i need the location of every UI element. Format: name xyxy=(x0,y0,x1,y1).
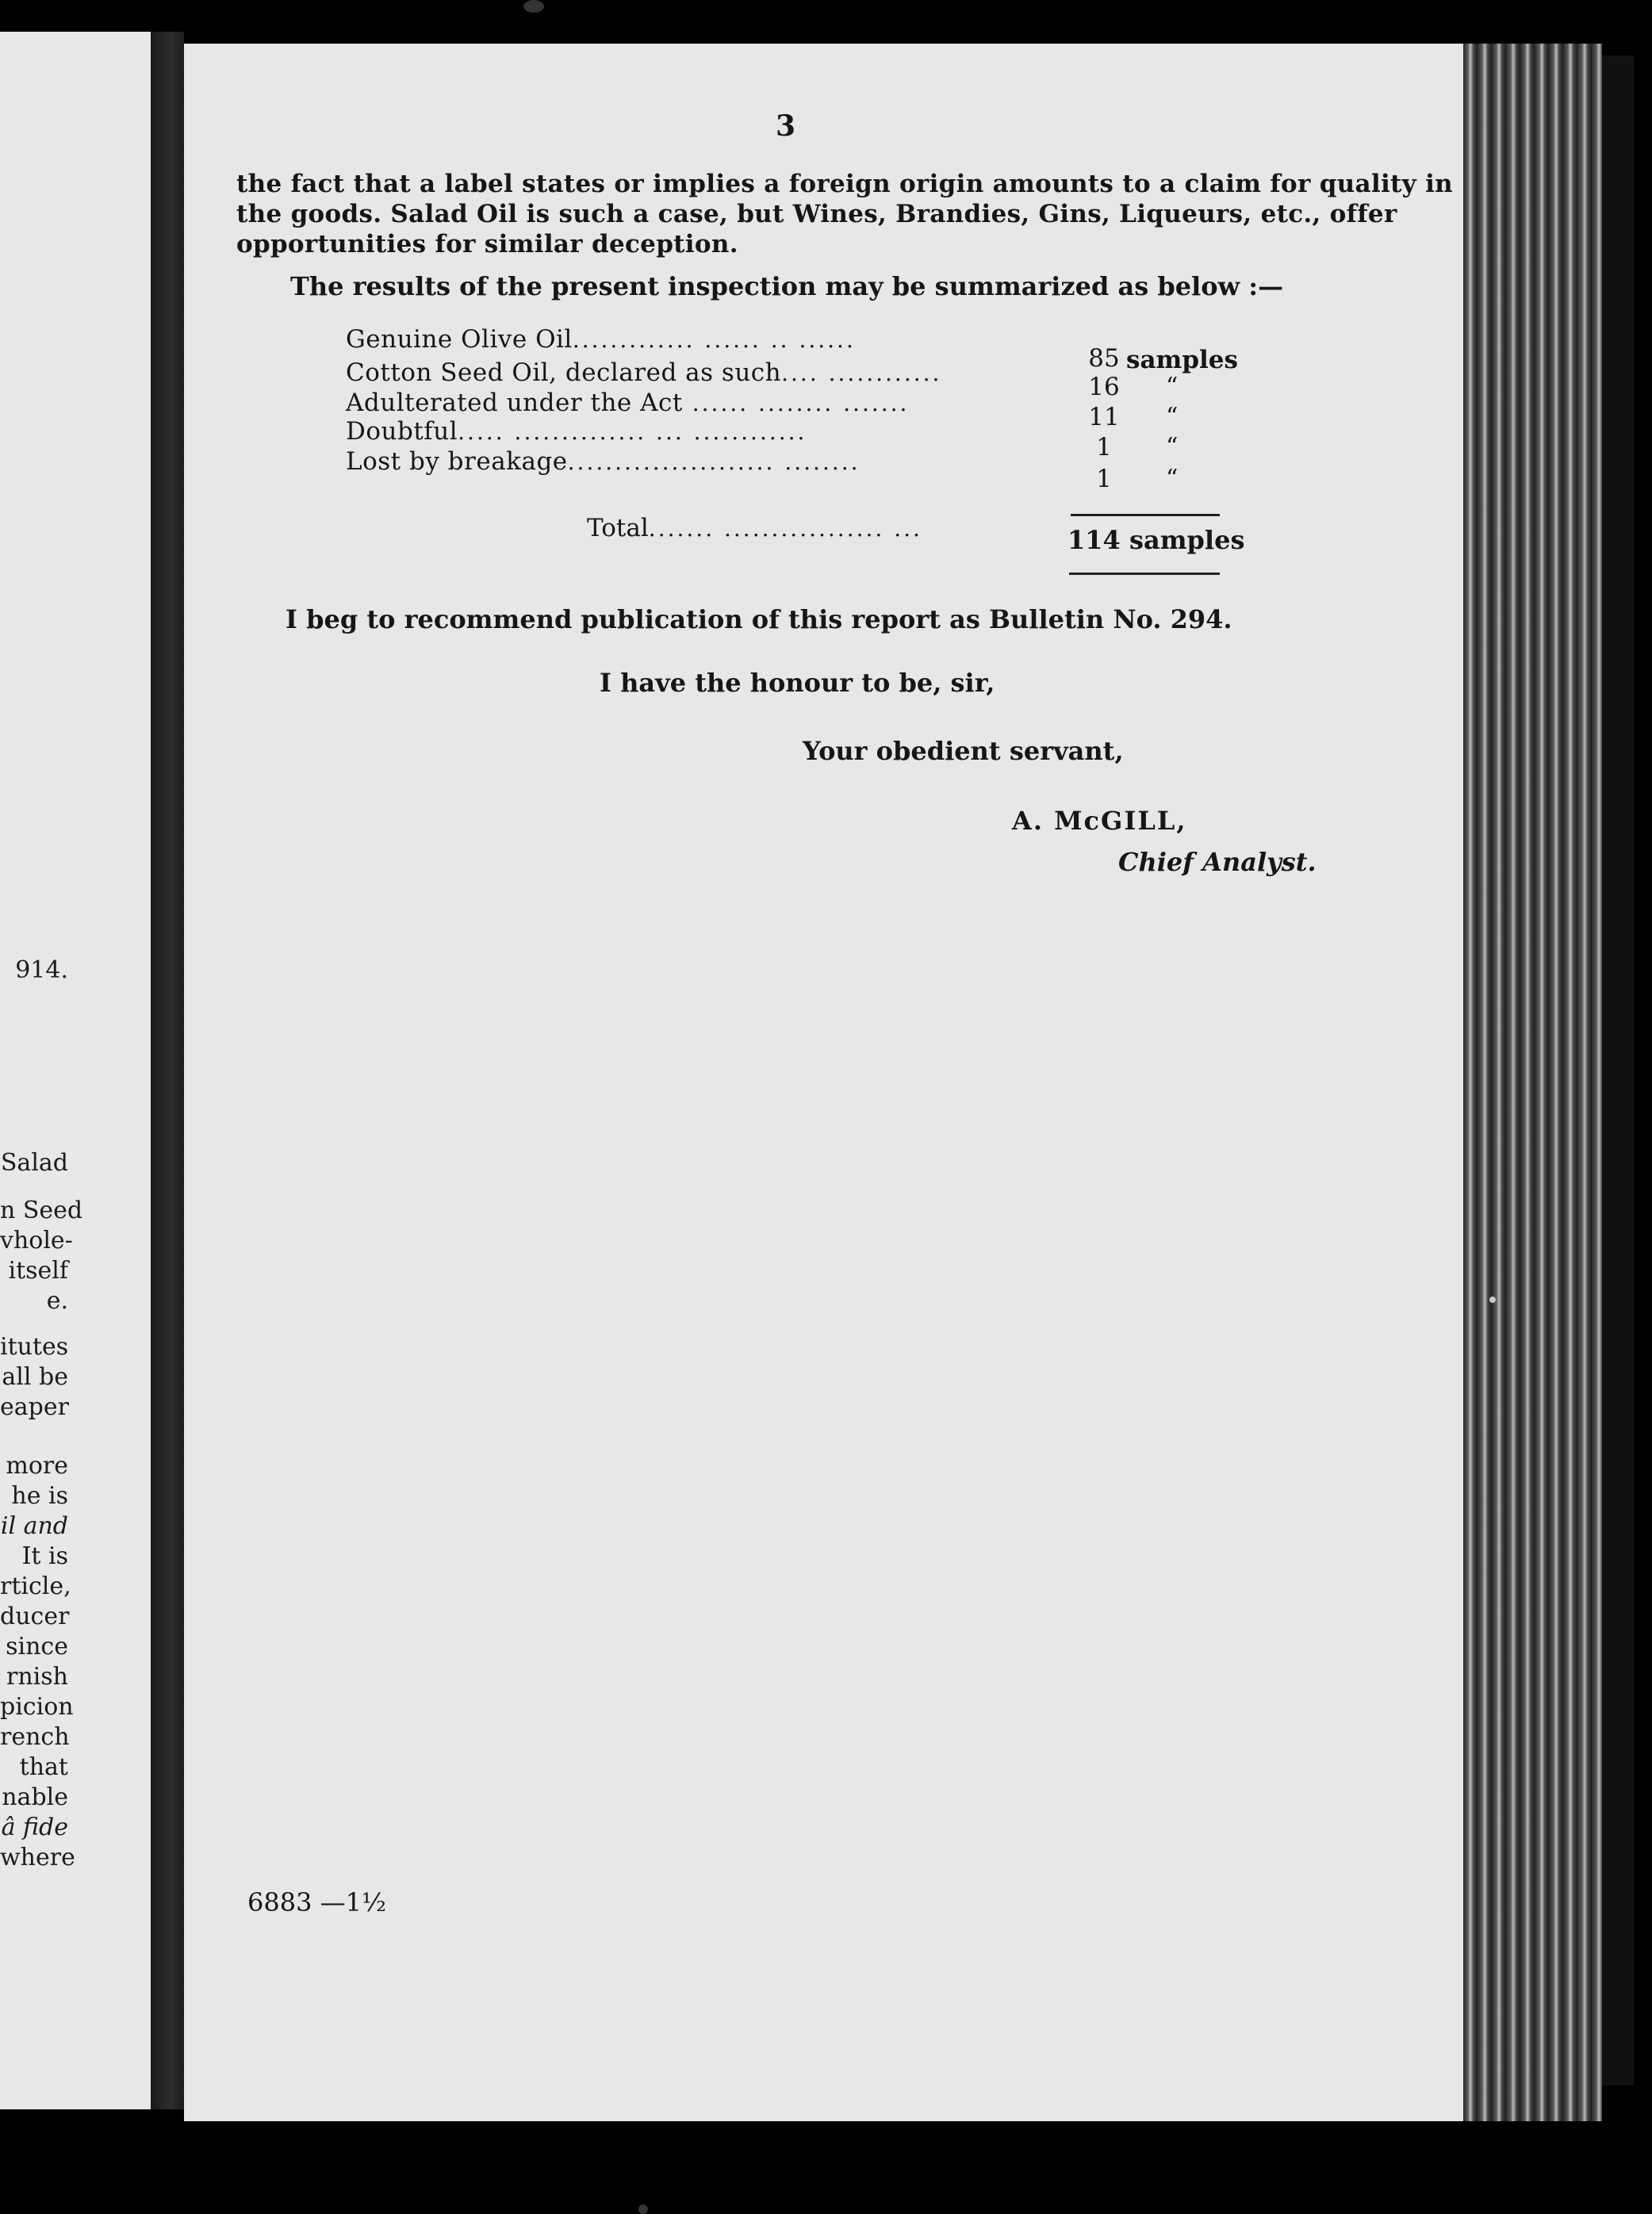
paragraph-line: the goods. Salad Oil is such a case, but Wines, Brandies, Gins, Liqueurs, etc., offer xyxy=(236,200,1397,228)
result-label: Cotton Seed Oil, declared as such.... ............ xyxy=(346,358,942,387)
total-value: 114 samples xyxy=(1067,525,1245,555)
result-label: Lost by breakage...................... ........ xyxy=(346,447,860,476)
left-page-line: that xyxy=(19,1753,68,1781)
signer-title: Chief Analyst. xyxy=(1118,847,1317,877)
left-page-line: nable xyxy=(2,1783,68,1811)
signer-name: A. McGILL, xyxy=(1012,806,1187,836)
left-page-line: rench xyxy=(0,1723,70,1751)
footer-code: 6883 —1½ xyxy=(247,1887,386,1917)
result-value: 11 xyxy=(1088,403,1120,431)
left-page-line: â fide xyxy=(1,1814,68,1841)
recommendation: I beg to recommend publication of this report as Bulletin No. 294. xyxy=(286,604,1232,634)
total-label: Total....... ................. ... xyxy=(587,514,922,542)
left-page-line: itutes xyxy=(0,1333,69,1361)
result-value: 1 xyxy=(1096,465,1112,493)
left-page-line: rnish xyxy=(6,1663,68,1691)
paragraph-line: the fact that a label states or implies a foreign origin amounts to a claim for quality in xyxy=(236,170,1453,198)
result-unit: “ xyxy=(1166,433,1179,461)
scan-speck xyxy=(1489,1297,1496,1303)
sum-rule xyxy=(1071,514,1220,516)
left-page-line: il and xyxy=(0,1512,68,1540)
result-unit: “ xyxy=(1166,465,1179,492)
left-page-line: since xyxy=(6,1633,68,1660)
result-value: 16 xyxy=(1088,373,1120,401)
valediction: Your obedient servant, xyxy=(803,736,1124,766)
scan-speck xyxy=(523,0,544,13)
book-binding xyxy=(151,32,184,2109)
left-facing-page xyxy=(0,32,151,2109)
result-label: Doubtful..... .............. ... ............ xyxy=(346,417,807,446)
left-page-line: he is xyxy=(11,1482,68,1510)
total-rule xyxy=(1069,573,1220,575)
left-page-line: all be xyxy=(2,1363,68,1391)
left-page-line: ducer xyxy=(0,1603,70,1630)
left-page-line: 914. xyxy=(15,956,68,984)
result-unit: samples xyxy=(1126,346,1238,374)
page-number: 3 xyxy=(776,109,796,143)
left-page-line: where xyxy=(0,1844,75,1871)
summary-intro: The results of the present inspection may be summarized as below :— xyxy=(290,271,1284,301)
left-page-line: n Seed xyxy=(0,1197,83,1224)
scan-speck xyxy=(638,2204,648,2214)
left-page-line: picion xyxy=(0,1693,74,1721)
page-edges xyxy=(1463,44,1602,2121)
result-value: 1 xyxy=(1096,433,1112,462)
left-page-line: itself xyxy=(8,1257,68,1285)
left-page-line: rticle, xyxy=(0,1572,71,1600)
result-label: Genuine Olive Oil............. ...... .. ...... xyxy=(346,325,856,354)
paragraph-line: opportunities for similar deception. xyxy=(236,230,738,259)
result-value: 85 xyxy=(1088,344,1120,373)
left-page-line: e. xyxy=(46,1287,68,1315)
left-page-line: vhole- xyxy=(0,1227,73,1254)
closing-line: I have the honour to be, sir, xyxy=(600,668,995,698)
page-edges-shadow xyxy=(1602,56,1634,2086)
left-page-line: It is xyxy=(21,1542,68,1570)
result-unit: “ xyxy=(1166,403,1179,431)
left-page-line: eaper xyxy=(0,1393,69,1421)
document-page xyxy=(184,44,1485,2121)
left-page-line: more xyxy=(6,1452,68,1480)
result-unit: “ xyxy=(1166,373,1179,400)
left-page-line: Salad xyxy=(0,1149,68,1177)
result-label: Adulterated under the Act ...... ........ ....... xyxy=(346,389,910,417)
